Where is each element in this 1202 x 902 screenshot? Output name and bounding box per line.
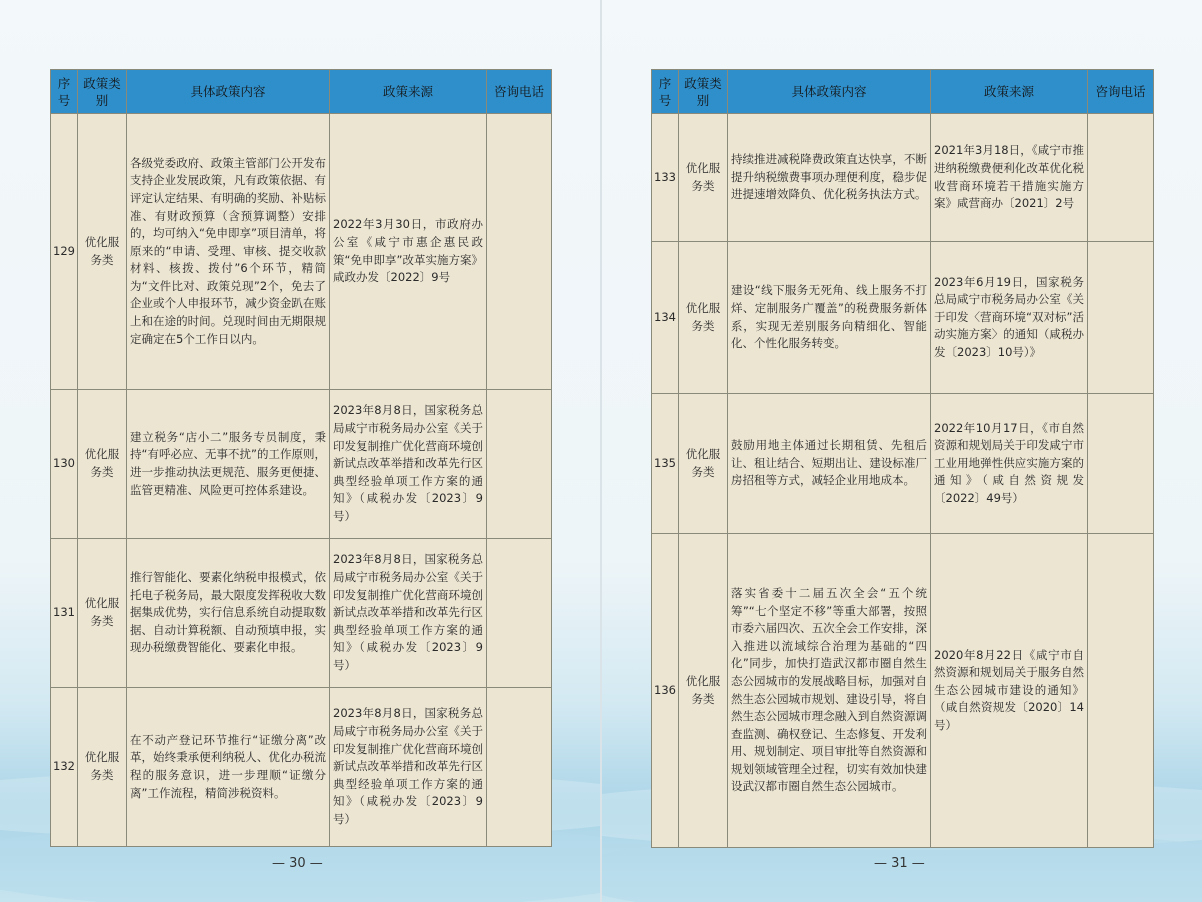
row-number: 130 bbox=[51, 390, 78, 539]
header-phone: 咨询电话 bbox=[487, 70, 552, 114]
row-phone bbox=[487, 390, 552, 539]
row-content: 建设“线下服务无死角、线上服务不打烊、定制服务广覆盖”的税费服务新体系，实现无差别服务向精细化、智能化、个性化服务转变。 bbox=[728, 242, 931, 394]
row-category: 优化服务类 bbox=[78, 114, 127, 390]
row-number: 129 bbox=[51, 114, 78, 390]
row-number: 134 bbox=[652, 242, 679, 394]
row-content: 推行智能化、要素化纳税申报模式，依托电子税务局，最大限度发挥税收大数据集成优势，实行信息系统自动提取数据、自动计算税额、自动预填申报，实现办税缴费智能化、要素化申报。 bbox=[127, 539, 330, 688]
table-row bbox=[652, 534, 1154, 848]
row-phone bbox=[487, 688, 552, 847]
table-row bbox=[652, 114, 1154, 242]
table-row bbox=[51, 688, 552, 847]
row-phone bbox=[487, 539, 552, 688]
header-category: 政策类别 bbox=[78, 70, 127, 114]
table-row bbox=[51, 114, 552, 390]
right-page bbox=[602, 0, 1202, 902]
row-number: 131 bbox=[51, 539, 78, 688]
row-content: 建立税务“店小二”服务专员制度，秉持“有呼必应、无事不扰”的工作原则，进一步推动执法更规范、服务更便捷、监管更精准、风险更可控体系建设。 bbox=[127, 390, 330, 539]
header-no: 序号 bbox=[51, 70, 78, 114]
header-content: 具体政策内容 bbox=[127, 70, 330, 114]
table-header-row bbox=[51, 70, 552, 114]
row-category: 优化服务类 bbox=[679, 534, 728, 848]
row-source: 2023年8月8日，国家税务总局咸宁市税务局办公室《关于印发复制推广优化营商环境创新试点改革举措和改革先行区典型经验单项工作方案的通知》（咸税办发〔2023〕9号） bbox=[330, 688, 487, 847]
row-category: 优化服务类 bbox=[78, 390, 127, 539]
row-phone bbox=[1088, 114, 1154, 242]
row-source: 2023年8月8日，国家税务总局咸宁市税务局办公室《关于印发复制推广优化营商环境创新试点改革举措和改革先行区典型经验单项工作方案的通知》（咸税办发〔2023〕9号） bbox=[330, 390, 487, 539]
row-category: 优化服务类 bbox=[679, 394, 728, 534]
row-content: 持续推进减税降费政策直达快享，不断提升纳税缴费事项办理便利度，稳步促进提速增效降负、优化税务执法方式。 bbox=[728, 114, 931, 242]
header-content: 具体政策内容 bbox=[728, 70, 931, 114]
header-category: 政策类别 bbox=[679, 70, 728, 114]
row-number: 135 bbox=[652, 394, 679, 534]
row-source: 2022年3月30日，市政府办公室《咸宁市惠企惠民政策“免申即享”改革实施方案》咸政办发〔2022〕9号 bbox=[330, 114, 487, 390]
table-row bbox=[652, 242, 1154, 394]
row-category: 优化服务类 bbox=[679, 114, 728, 242]
row-phone bbox=[487, 114, 552, 390]
table-row bbox=[652, 394, 1154, 534]
header-no: 序号 bbox=[652, 70, 679, 114]
header-source: 政策来源 bbox=[330, 70, 487, 114]
row-content: 各级党委政府、政策主管部门公开发布支持企业发展政策，凡有政策依据、有评定认定结果、有明确的奖励、补贴标准、有财政预算（含预算调整）安排的，均可纳入“免申即享”项目清单，将原来的“申请、受理、审核、提交收款材料、核拨、拨付”6个环节，精简为“文件比对、政策兑现”2个，免去了企业或个人申报环节，减少资金趴在账上和在途的时间。兑现时间由无期限规定确定在5个工作日以内。 bbox=[127, 114, 330, 390]
policy-table-right bbox=[651, 69, 1154, 848]
table-row bbox=[51, 390, 552, 539]
row-number: 136 bbox=[652, 534, 679, 848]
header-source: 政策来源 bbox=[931, 70, 1088, 114]
table-row bbox=[51, 539, 552, 688]
row-source: 2023年8月8日，国家税务总局咸宁市税务局办公室《关于印发复制推广优化营商环境创新试点改革举措和改革先行区典型经验单项工作方案的通知》（咸税办发〔2023〕9号） bbox=[330, 539, 487, 688]
page-number: — 30 — bbox=[272, 856, 323, 871]
header-phone: 咨询电话 bbox=[1088, 70, 1154, 114]
row-category: 优化服务类 bbox=[679, 242, 728, 394]
table-header-row bbox=[652, 70, 1154, 114]
row-category: 优化服务类 bbox=[78, 539, 127, 688]
row-source: 2022年10月17日，《市自然资源和规划局关于印发咸宁市工业用地弹性供应实施方案的通知》（咸自然资规发〔2022〕49号） bbox=[931, 394, 1088, 534]
page-number: — 31 — bbox=[874, 856, 925, 871]
row-phone bbox=[1088, 242, 1154, 394]
row-content: 落实省委十二届五次全会“五个统筹”“七个坚定不移”等重大部署，按照市委六届四次、五次全会工作安排，深入推进以流域综合治理为基础的“四化”同步，加快打造武汉都市圈自然生态公园城市的发展战略目标，加强对自然生态公园城市规划、建设引导，将自然生态公园城市理念融入到自然资源调查监测、确权登记、生态修复、开发利用、规划制定、项目审批等自然资源和规划领域管理全过程，切实有效加快建设武汉都市圈自然生态公园城市。 bbox=[728, 534, 931, 848]
row-category: 优化服务类 bbox=[78, 688, 127, 847]
row-phone bbox=[1088, 394, 1154, 534]
row-source: 2020年8月22日《咸宁市自然资源和规划局关于服务自然生态公园城市建设的通知》（咸自然资规发〔2020〕14号） bbox=[931, 534, 1088, 848]
row-source: 2023年6月19日，国家税务总局咸宁市税务局办公室《关于印发〈营商环境“双对标”活动实施方案〉的通知（咸税办发〔2023〕10号）》 bbox=[931, 242, 1088, 394]
row-number: 132 bbox=[51, 688, 78, 847]
row-content: 在不动产登记环节推行“证缴分离”改革，始终秉承便利纳税人、优化办税流程的服务意识，进一步理顺“证缴分离”工作流程，精简涉税资料。 bbox=[127, 688, 330, 847]
left-page bbox=[0, 0, 600, 902]
row-content: 鼓励用地主体通过长期租赁、先租后让、租让结合、短期出让、建设标准厂房招租等方式，减轻企业用地成本。 bbox=[728, 394, 931, 534]
policy-table-left bbox=[50, 69, 552, 847]
row-phone bbox=[1088, 534, 1154, 848]
row-number: 133 bbox=[652, 114, 679, 242]
row-source: 2021年3月18日，《咸宁市推进纳税缴费便利化改革优化税收营商环境若干措施实施方案》咸营商办〔2021〕2号 bbox=[931, 114, 1088, 242]
